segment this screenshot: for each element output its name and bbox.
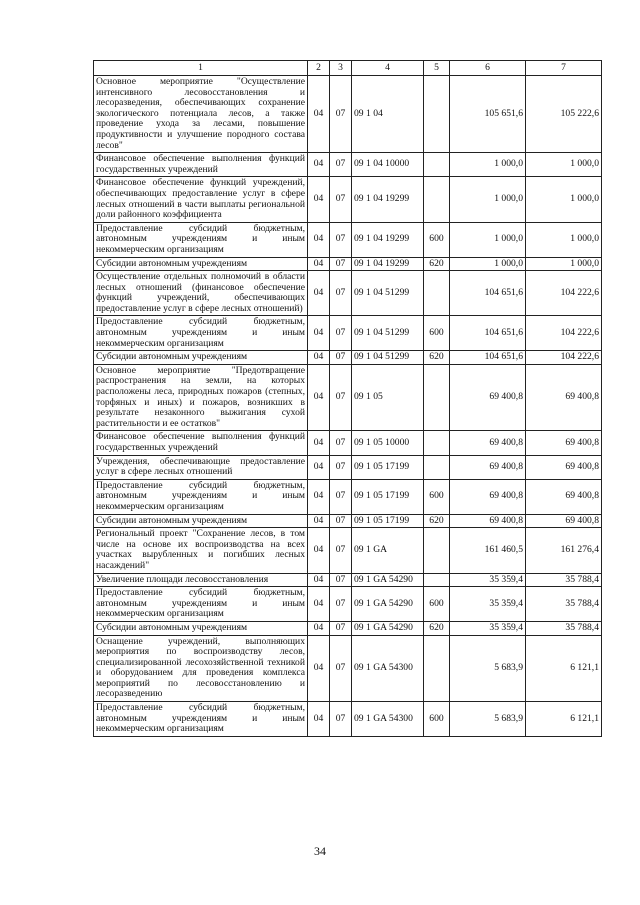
expense-type-cell: 620 [424, 351, 450, 365]
subsection-code-cell: 07 [330, 364, 352, 431]
amount-year2-cell: 105 222,6 [526, 76, 602, 153]
target-article-cell: 09 1 05 17199 [352, 479, 424, 514]
section-code-cell: 04 [308, 621, 330, 635]
subsection-code-cell: 07 [330, 587, 352, 622]
amount-year2-cell: 1 000,0 [526, 222, 602, 257]
target-article-cell: 09 1 GA 54290 [352, 573, 424, 587]
target-article-cell: 09 1 05 17199 [352, 514, 424, 528]
expense-type-cell: 620 [424, 514, 450, 528]
section-code-cell: 04 [308, 431, 330, 455]
target-article-cell: 09 1 05 10000 [352, 431, 424, 455]
amount-year1-cell: 35 359,4 [450, 573, 526, 587]
expense-type-cell: 620 [424, 621, 450, 635]
table-row [94, 514, 602, 528]
table-row [94, 455, 602, 479]
section-code-cell: 04 [308, 587, 330, 622]
subsection-code-cell: 07 [330, 177, 352, 222]
subsection-code-cell: 07 [330, 271, 352, 316]
amount-year2-cell: 69 400,8 [526, 455, 602, 479]
amount-year2-cell: 69 400,8 [526, 479, 602, 514]
column-header: 1 [94, 61, 308, 76]
amount-year1-cell: 161 460,5 [450, 528, 526, 573]
expense-type-cell: 600 [424, 702, 450, 737]
amount-year1-cell: 69 400,8 [450, 431, 526, 455]
section-code-cell: 04 [308, 364, 330, 431]
subsection-code-cell: 07 [330, 528, 352, 573]
row-name-cell: Оснащение учреждений, выполняющих мероприятия по воспроизводству лесов, специализированной лесохозяйственной техникой и оборудованием для проведения комплекса мероприятий по лесовосстановлению и лесоразведению [94, 635, 308, 702]
expense-type-cell [424, 528, 450, 573]
subsection-code-cell: 07 [330, 514, 352, 528]
expense-type-cell: 600 [424, 222, 450, 257]
table-body [94, 76, 602, 737]
amount-year1-cell: 105 651,6 [450, 76, 526, 153]
row-name-cell: Предоставление субсидий бюджетным, автономным учреждениям и иным некоммерческим организациям [94, 479, 308, 514]
table-row [94, 635, 602, 702]
amount-year1-cell: 69 400,8 [450, 479, 526, 514]
section-code-cell: 04 [308, 271, 330, 316]
table-header-row [94, 61, 602, 76]
table-row [94, 316, 602, 351]
section-code-cell: 04 [308, 702, 330, 737]
subsection-code-cell: 07 [330, 316, 352, 351]
row-name-cell: Предоставление субсидий бюджетным, автономным учреждениям и иным некоммерческим организациям [94, 702, 308, 737]
subsection-code-cell: 07 [330, 479, 352, 514]
column-header: 4 [352, 61, 424, 76]
expense-type-cell: 620 [424, 257, 450, 271]
table-row [94, 271, 602, 316]
expense-type-cell [424, 76, 450, 153]
amount-year2-cell: 69 400,8 [526, 514, 602, 528]
target-article-cell: 09 1 04 51299 [352, 271, 424, 316]
section-code-cell: 04 [308, 316, 330, 351]
target-article-cell: 09 1 GA 54300 [352, 635, 424, 702]
row-name-cell: Субсидии автономным учреждениям [94, 351, 308, 365]
table-row [94, 222, 602, 257]
section-code-cell: 04 [308, 76, 330, 153]
amount-year2-cell: 6 121,1 [526, 702, 602, 737]
amount-year2-cell: 104 222,6 [526, 351, 602, 365]
amount-year2-cell: 1 000,0 [526, 153, 602, 177]
target-article-cell: 09 1 GA 54290 [352, 587, 424, 622]
expense-type-cell [424, 271, 450, 316]
section-code-cell: 04 [308, 479, 330, 514]
row-name-cell: Субсидии автономным учреждениям [94, 621, 308, 635]
amount-year1-cell: 104 651,6 [450, 271, 526, 316]
row-name-cell: Предоставление субсидий бюджетным, автономным учреждениям и иным некоммерческим организациям [94, 222, 308, 257]
row-name-cell: Финансовое обеспечение выполнения функций государственных учреждений [94, 431, 308, 455]
target-article-cell: 09 1 GA [352, 528, 424, 573]
section-code-cell: 04 [308, 257, 330, 271]
table-row [94, 76, 602, 153]
column-header: 6 [450, 61, 526, 76]
row-name-cell: Осуществление отдельных полномочий в области лесных отношений (финансовое обеспечение функций учреждений, обеспечивающих предоставление услуг в сфере лесных отношений) [94, 271, 308, 316]
amount-year1-cell: 1 000,0 [450, 177, 526, 222]
budget-table [93, 60, 602, 737]
amount-year1-cell: 35 359,4 [450, 621, 526, 635]
amount-year1-cell: 35 359,4 [450, 587, 526, 622]
column-header: 5 [424, 61, 450, 76]
section-code-cell: 04 [308, 351, 330, 365]
table-row [94, 153, 602, 177]
section-code-cell: 04 [308, 222, 330, 257]
expense-type-cell [424, 177, 450, 222]
target-article-cell: 09 1 04 19299 [352, 177, 424, 222]
subsection-code-cell: 07 [330, 635, 352, 702]
target-article-cell: 09 1 GA 54300 [352, 702, 424, 737]
amount-year1-cell: 104 651,6 [450, 316, 526, 351]
amount-year1-cell: 1 000,0 [450, 153, 526, 177]
page-number: 34 [314, 844, 326, 858]
row-name-cell: Финансовое обеспечение выполнения функций государственных учреждений [94, 153, 308, 177]
subsection-code-cell: 07 [330, 455, 352, 479]
subsection-code-cell: 07 [330, 257, 352, 271]
target-article-cell: 09 1 04 19299 [352, 222, 424, 257]
amount-year2-cell: 69 400,8 [526, 364, 602, 431]
amount-year2-cell: 6 121,1 [526, 635, 602, 702]
amount-year2-cell: 104 222,6 [526, 271, 602, 316]
subsection-code-cell: 07 [330, 351, 352, 365]
amount-year2-cell: 161 276,4 [526, 528, 602, 573]
subsection-code-cell: 07 [330, 222, 352, 257]
subsection-code-cell: 07 [330, 573, 352, 587]
amount-year2-cell: 104 222,6 [526, 316, 602, 351]
table-row [94, 177, 602, 222]
amount-year1-cell: 5 683,9 [450, 702, 526, 737]
expense-type-cell [424, 573, 450, 587]
section-code-cell: 04 [308, 635, 330, 702]
table-row [94, 621, 602, 635]
table-row [94, 702, 602, 737]
row-name-cell: Учреждения, обеспечивающие предоставление услуг в сфере лесных отношений [94, 455, 308, 479]
table-row [94, 257, 602, 271]
target-article-cell: 09 1 05 17199 [352, 455, 424, 479]
row-name-cell: Субсидии автономным учреждениям [94, 257, 308, 271]
table-row [94, 351, 602, 365]
section-code-cell: 04 [308, 455, 330, 479]
target-article-cell: 09 1 04 51299 [352, 316, 424, 351]
amount-year1-cell: 104 651,6 [450, 351, 526, 365]
row-name-cell: Увеличение площади лесовосстановления [94, 573, 308, 587]
target-article-cell: 09 1 04 51299 [352, 351, 424, 365]
expense-type-cell [424, 635, 450, 702]
subsection-code-cell: 07 [330, 153, 352, 177]
amount-year1-cell: 1 000,0 [450, 257, 526, 271]
row-name-cell: Основное мероприятие "Предотвращение распространения на земли, на которых расположены леса, природных пожаров (степных, торфяных и иных) и пожаров, возникших в результате незаконного выжигания сухой растительности и ее остатков" [94, 364, 308, 431]
amount-year2-cell: 35 788,4 [526, 573, 602, 587]
row-name-cell: Финансовое обеспечение функций учреждений, обеспечивающих предоставление услуг в сфере лесных отношений в части выплаты региональной доли районного коэффициента [94, 177, 308, 222]
amount-year2-cell: 35 788,4 [526, 587, 602, 622]
column-header: 2 [308, 61, 330, 76]
amount-year1-cell: 5 683,9 [450, 635, 526, 702]
amount-year2-cell: 1 000,0 [526, 257, 602, 271]
column-header: 7 [526, 61, 602, 76]
amount-year1-cell: 69 400,8 [450, 364, 526, 431]
table-row [94, 528, 602, 573]
amount-year2-cell: 1 000,0 [526, 177, 602, 222]
subsection-code-cell: 07 [330, 621, 352, 635]
section-code-cell: 04 [308, 514, 330, 528]
table-row [94, 573, 602, 587]
table-row [94, 431, 602, 455]
expense-type-cell: 600 [424, 479, 450, 514]
amount-year2-cell: 35 788,4 [526, 621, 602, 635]
section-code-cell: 04 [308, 528, 330, 573]
amount-year2-cell: 69 400,8 [526, 431, 602, 455]
expense-type-cell [424, 153, 450, 177]
section-code-cell: 04 [308, 177, 330, 222]
table-row [94, 364, 602, 431]
table-row [94, 587, 602, 622]
expense-type-cell [424, 364, 450, 431]
amount-year1-cell: 1 000,0 [450, 222, 526, 257]
target-article-cell: 09 1 04 19299 [352, 257, 424, 271]
row-name-cell: Предоставление субсидий бюджетным, автономным учреждениям и иным некоммерческим организациям [94, 316, 308, 351]
expense-type-cell: 600 [424, 316, 450, 351]
expense-type-cell: 600 [424, 587, 450, 622]
amount-year1-cell: 69 400,8 [450, 455, 526, 479]
amount-year1-cell: 69 400,8 [450, 514, 526, 528]
row-name-cell: Предоставление субсидий бюджетным, автономным учреждениям и иным некоммерческим организациям [94, 587, 308, 622]
target-article-cell: 09 1 05 [352, 364, 424, 431]
target-article-cell: 09 1 GA 54290 [352, 621, 424, 635]
column-header: 3 [330, 61, 352, 76]
target-article-cell: 09 1 04 [352, 76, 424, 153]
section-code-cell: 04 [308, 153, 330, 177]
row-name-cell: Субсидии автономным учреждениям [94, 514, 308, 528]
row-name-cell: Основное мероприятие "Осуществление интенсивного лесовосстановления и лесоразведения, обеспечивающих сохранение экологического потенциала лесов, а также проведение ухода за лесами, повышение продуктивности и улучшение породного состава лесов" [94, 76, 308, 153]
section-code-cell: 04 [308, 573, 330, 587]
table-row [94, 479, 602, 514]
expense-type-cell [424, 431, 450, 455]
subsection-code-cell: 07 [330, 431, 352, 455]
expense-type-cell [424, 455, 450, 479]
subsection-code-cell: 07 [330, 702, 352, 737]
row-name-cell: Региональный проект "Сохранение лесов, в том числе на основе их воспроизводства на всех участках вырубленных и погибших лесных насаждений" [94, 528, 308, 573]
target-article-cell: 09 1 04 10000 [352, 153, 424, 177]
subsection-code-cell: 07 [330, 76, 352, 153]
